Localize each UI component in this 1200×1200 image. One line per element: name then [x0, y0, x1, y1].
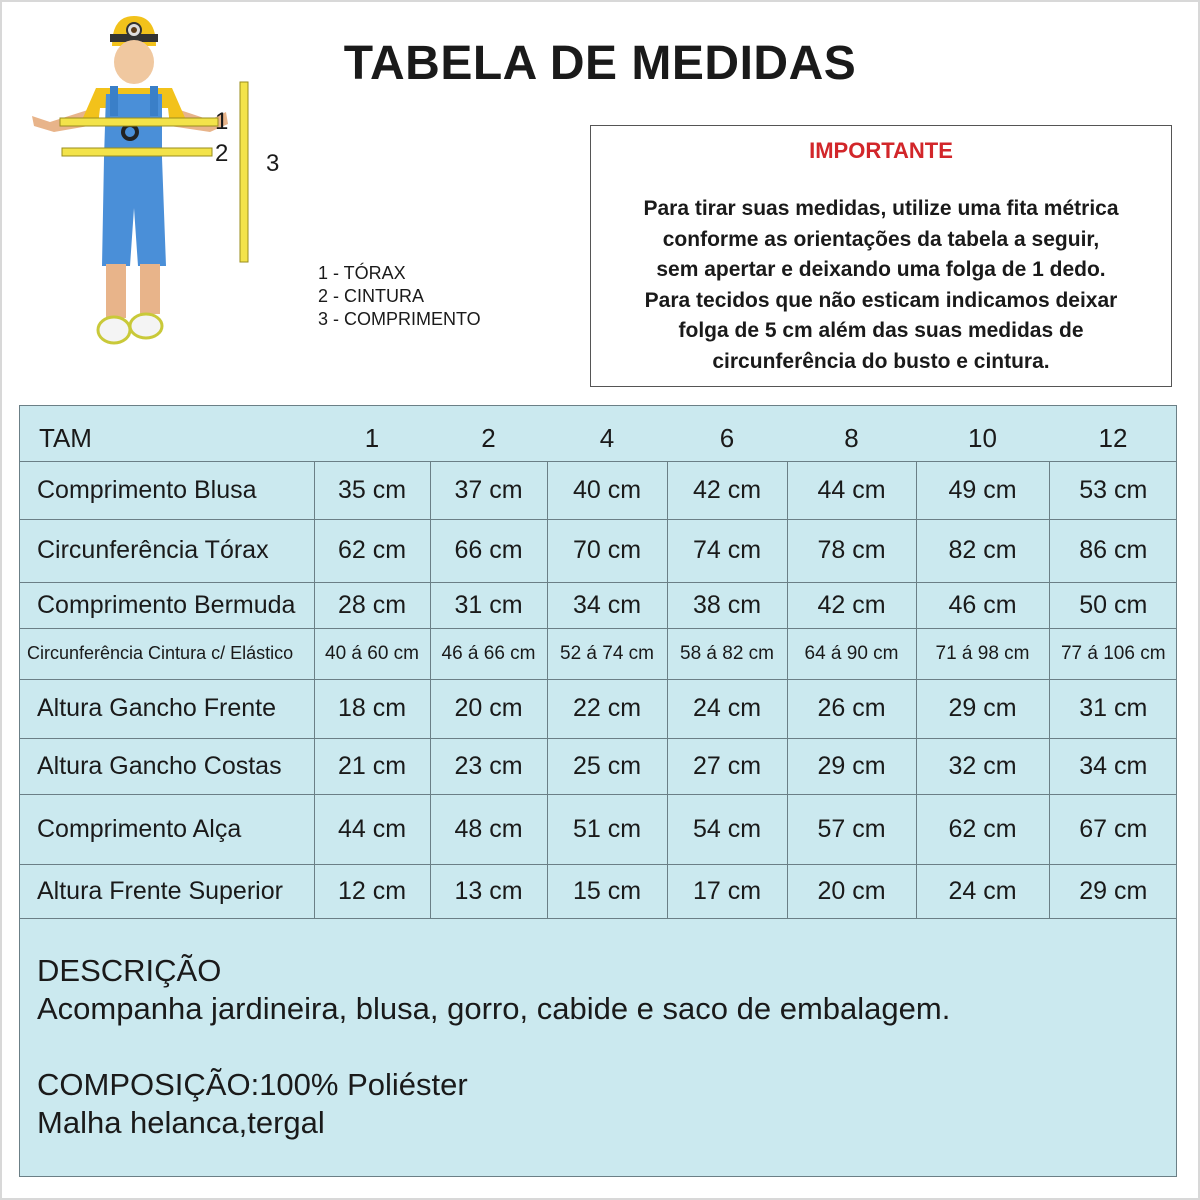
fabric-text: Malha helanca,tergal: [37, 1105, 325, 1140]
important-line: folga de 5 cm além das suas medidas de: [678, 319, 1084, 342]
important-line: sem apertar e deixando uma folga de 1 dedo.: [656, 258, 1106, 281]
row-label: Altura Gancho Costas: [19, 738, 314, 794]
table-cell: 17 cm: [667, 864, 787, 918]
table-row: [19, 738, 1177, 794]
table-cell: 66 cm: [430, 519, 547, 582]
table-cell: 28 cm: [314, 582, 430, 628]
table-cell: 51 cm: [547, 794, 667, 864]
table-cell: 78 cm: [787, 519, 916, 582]
table-cell: 24 cm: [667, 679, 787, 738]
row-label: Altura Gancho Frente: [19, 679, 314, 738]
table-cell: 86 cm: [1049, 519, 1177, 582]
table-cell: 13 cm: [430, 864, 547, 918]
marker-3: 3: [266, 150, 280, 177]
table-cell: 32 cm: [916, 738, 1049, 794]
table-cell: 23 cm: [430, 738, 547, 794]
table-cell: 70 cm: [547, 519, 667, 582]
table-cell: 48 cm: [430, 794, 547, 864]
table-cell: 57 cm: [787, 794, 916, 864]
header-size-2: 2: [430, 405, 547, 461]
table-cell: 24 cm: [916, 864, 1049, 918]
waist-tape: [62, 148, 212, 156]
table-cell: 29 cm: [787, 738, 916, 794]
table-cell: 62 cm: [314, 519, 430, 582]
header-size-1: 1: [314, 405, 430, 461]
table-cell: 40 á 60 cm: [314, 628, 430, 679]
page-title: TABELA DE MEDIDAS: [343, 37, 857, 90]
important-line: circunferência do busto e cintura.: [712, 349, 1050, 373]
important-line: Para tirar suas medidas, utilize uma fita métrica: [643, 197, 1119, 220]
table-row: [19, 794, 1177, 864]
important-line: conforme as orientações da tabela a seguir,: [662, 227, 1100, 251]
table-cell: 82 cm: [916, 519, 1049, 582]
legend-item-waist: 2 - CINTURA: [318, 286, 425, 306]
table-cell: 31 cm: [1049, 679, 1177, 738]
marker-2: 2: [215, 140, 229, 167]
legend-item-length: 3 - COMPRIMENTO: [318, 309, 481, 329]
important-notice: [590, 125, 1172, 387]
table-row: [19, 519, 1177, 582]
row-label: Circunferência Cintura c/ Elástico: [19, 628, 314, 679]
table-cell: 53 cm: [1049, 461, 1177, 519]
table-row: [19, 628, 1177, 679]
table-cell: 20 cm: [787, 864, 916, 918]
table-cell: 26 cm: [787, 679, 916, 738]
table-cell: 46 á 66 cm: [430, 628, 547, 679]
table-cell: 34 cm: [1049, 738, 1177, 794]
row-label: Altura Frente Superior: [19, 864, 314, 918]
table-header-row: [19, 405, 1177, 461]
table-cell: 20 cm: [430, 679, 547, 738]
table-cell: 54 cm: [667, 794, 787, 864]
measurement-legend: [318, 262, 481, 331]
important-line: Para tecidos que não esticam indicamos deixar: [644, 288, 1118, 312]
table-row: [19, 679, 1177, 738]
important-text: [591, 194, 1171, 377]
table-row: [19, 582, 1177, 628]
size-table: [19, 405, 1177, 919]
table-cell: 44 cm: [314, 794, 430, 864]
table-cell: 67 cm: [1049, 794, 1177, 864]
table-cell: 38 cm: [667, 582, 787, 628]
table-cell: 22 cm: [547, 679, 667, 738]
table-cell: 34 cm: [547, 582, 667, 628]
table-cell: 37 cm: [430, 461, 547, 519]
row-label: Comprimento Bermuda: [19, 582, 314, 628]
header-size-6: 6: [667, 405, 787, 461]
table-cell: 21 cm: [314, 738, 430, 794]
table-cell: 71 á 98 cm: [916, 628, 1049, 679]
table-cell: 29 cm: [916, 679, 1049, 738]
row-label: Comprimento Blusa: [19, 461, 314, 519]
table-cell: 58 á 82 cm: [667, 628, 787, 679]
description-text: Acompanha jardineira, blusa, gorro, cabide e saco de embalagem.: [37, 991, 951, 1026]
table-cell: 49 cm: [916, 461, 1049, 519]
table-cell: 35 cm: [314, 461, 430, 519]
header-size-4: 4: [547, 405, 667, 461]
composition-text: COMPOSIÇÃO:100% Poliéster: [37, 1067, 468, 1102]
description-heading: DESCRIÇÃO: [37, 953, 222, 988]
marker-1: 1: [215, 108, 229, 135]
table-cell: 18 cm: [314, 679, 430, 738]
table-cell: 42 cm: [787, 582, 916, 628]
length-tape: [240, 82, 248, 262]
table-cell: 44 cm: [787, 461, 916, 519]
table-row: [19, 461, 1177, 519]
table-cell: 52 á 74 cm: [547, 628, 667, 679]
header-size-10: 10: [916, 405, 1049, 461]
table-cell: 46 cm: [916, 582, 1049, 628]
table-cell: 77 á 106 cm: [1049, 628, 1177, 679]
table-cell: 74 cm: [667, 519, 787, 582]
legend-item-chest: 1 - TÓRAX: [318, 263, 406, 283]
table-cell: 25 cm: [547, 738, 667, 794]
table-cell: 31 cm: [430, 582, 547, 628]
child-costume-illustration: [20, 8, 290, 353]
table-cell: 29 cm: [1049, 864, 1177, 918]
important-heading: IMPORTANTE: [809, 138, 953, 163]
row-label: Comprimento Alça: [19, 794, 314, 864]
table-cell: 27 cm: [667, 738, 787, 794]
table-row: [19, 864, 1177, 918]
table-cell: 40 cm: [547, 461, 667, 519]
table-cell: 50 cm: [1049, 582, 1177, 628]
header-size-12: 12: [1049, 405, 1177, 461]
table-cell: 62 cm: [916, 794, 1049, 864]
header-size: TAM: [19, 405, 314, 461]
header-size-8: 8: [787, 405, 916, 461]
table-cell: 64 á 90 cm: [787, 628, 916, 679]
table-cell: 12 cm: [314, 864, 430, 918]
product-description: [37, 952, 950, 1142]
table-cell: 42 cm: [667, 461, 787, 519]
chest-tape: [60, 118, 218, 126]
row-label: Circunferência Tórax: [19, 519, 314, 582]
table-cell: 15 cm: [547, 864, 667, 918]
